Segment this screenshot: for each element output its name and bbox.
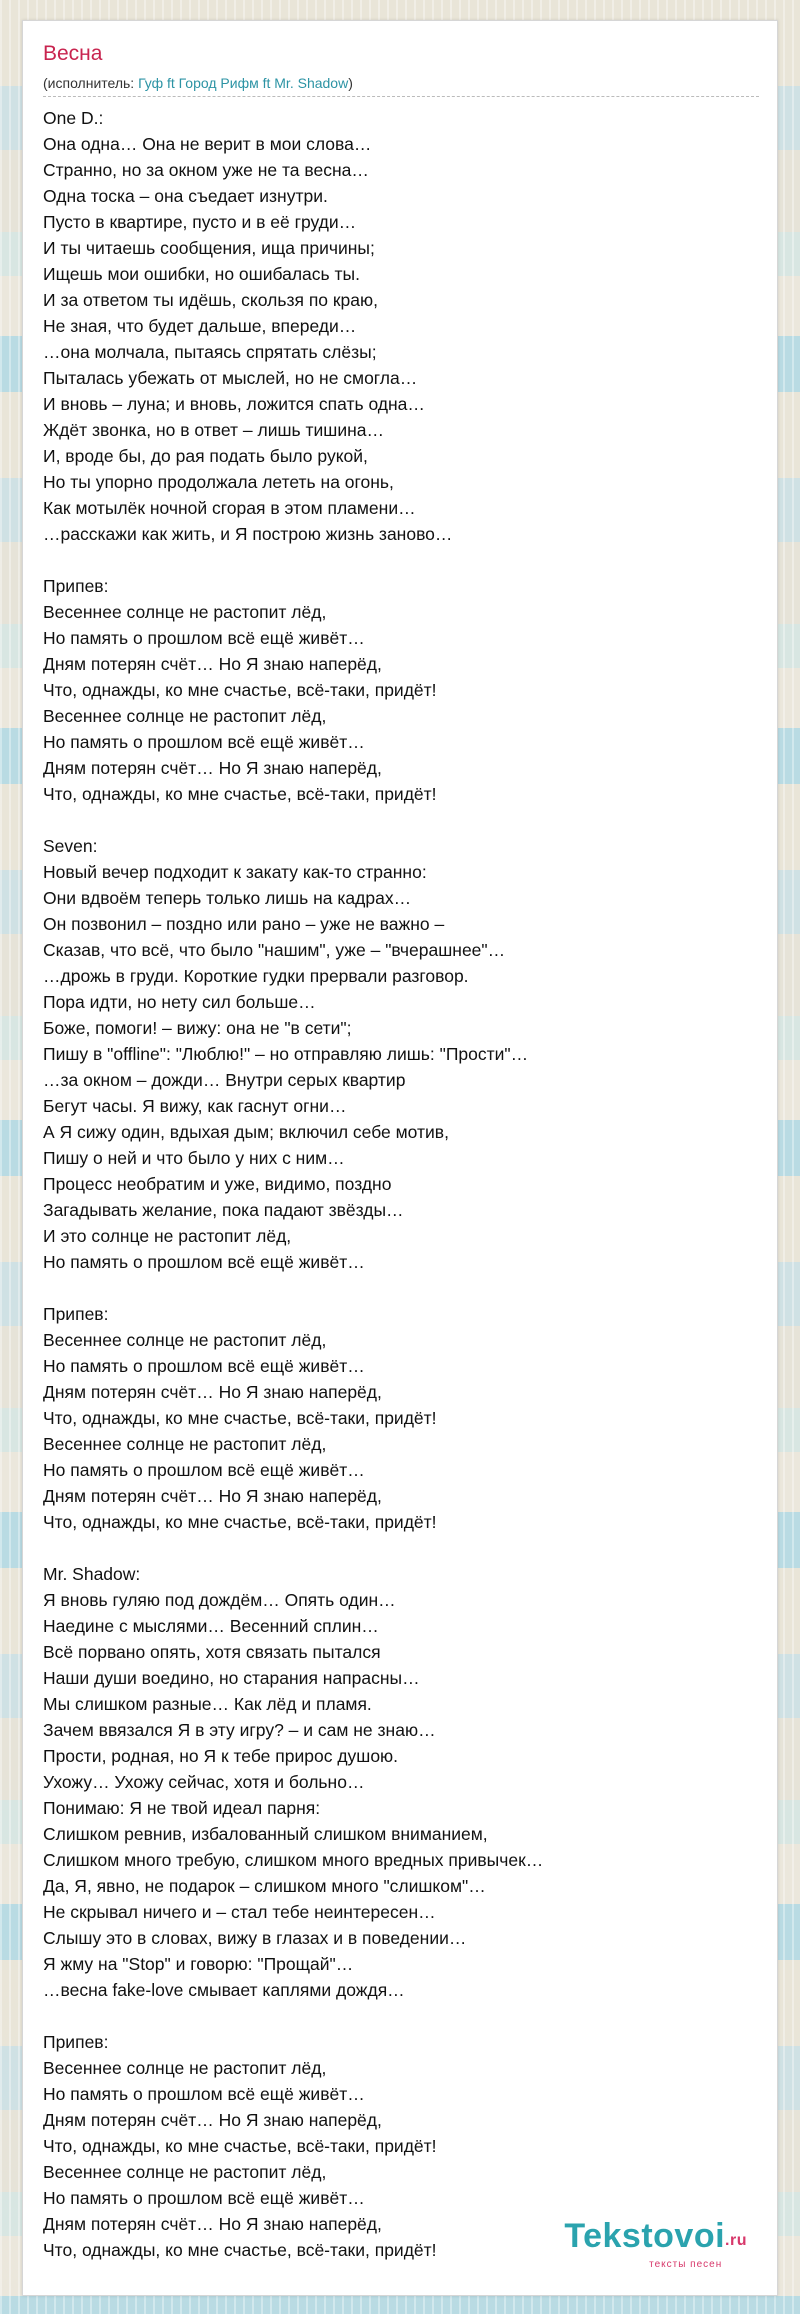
lyric-line: …она молчала, пытаясь спрятать слёзы; bbox=[43, 342, 377, 362]
stanza bbox=[43, 1301, 759, 1535]
lyric-line: Ждёт звонка, но в ответ – лишь тишина… bbox=[43, 420, 385, 440]
lyric-line: Пыталась убежать от мыслей, но не смогла… bbox=[43, 368, 418, 388]
lyric-line: И за ответом ты идёшь, скользя по краю, bbox=[43, 290, 378, 310]
lyric-line: Но память о прошлом всё ещё живёт… bbox=[43, 1460, 365, 1480]
lyric-line: Дням потерян счёт… Но Я знаю наперёд, bbox=[43, 758, 382, 778]
lyric-line: Но память о прошлом всё ещё живёт… bbox=[43, 628, 365, 648]
lyric-line: Он позвонил – поздно или рано – уже не важно – bbox=[43, 914, 445, 934]
lyric-line: Но память о прошлом всё ещё живёт… bbox=[43, 2084, 365, 2104]
lyrics-body bbox=[43, 105, 759, 2263]
lyric-line: …дрожь в груди. Короткие гудки прервали разговор. bbox=[43, 966, 469, 986]
lyric-line: Боже, помоги! – вижу: она не "в сети"; bbox=[43, 1018, 352, 1038]
lyric-line: И, вроде бы, до рая подать было рукой, bbox=[43, 446, 368, 466]
lyric-line: …за окном – дожди… Внутри серых квартир bbox=[43, 1070, 406, 1090]
lyric-line: И вновь – луна; и вновь, ложится спать одна… bbox=[43, 394, 425, 414]
lyric-line: Бегут часы. Я вижу, как гаснут огни… bbox=[43, 1096, 347, 1116]
lyric-line: Ищешь мои ошибки, но ошибалась ты. bbox=[43, 264, 360, 284]
lyric-line: Дням потерян счёт… Но Я знаю наперёд, bbox=[43, 1486, 382, 1506]
song-title: Весна bbox=[43, 42, 103, 65]
lyric-line: Новый вечер подходит к закату как-то странно: bbox=[43, 862, 427, 882]
lyric-line: …расскажи как жить, и Я построю жизнь заново… bbox=[43, 524, 453, 544]
stanza bbox=[43, 573, 759, 807]
lyric-line: Как мотылёк ночной сгорая в этом пламени… bbox=[43, 498, 416, 518]
lyric-line: …весна fake-love смывает каплями дождя… bbox=[43, 1980, 405, 2000]
lyric-line: Весеннее солнце не растопит лёд, bbox=[43, 706, 327, 726]
lyric-line: Не зная, что будет дальше, впереди… bbox=[43, 316, 357, 336]
site-logo[interactable] bbox=[564, 2218, 747, 2271]
stanza bbox=[43, 1561, 759, 2003]
stanza-gap bbox=[43, 807, 759, 833]
logo-domain-suffix: .ru bbox=[725, 2232, 747, 2249]
lyric-line: А Я сижу один, вдыхая дым; включил себе мотив, bbox=[43, 1122, 449, 1142]
lyric-line: Весеннее солнце не растопит лёд, bbox=[43, 602, 327, 622]
lyric-line: Что, однажды, ко мне счастье, всё-таки, придёт! bbox=[43, 1512, 437, 1532]
lyric-line: Но память о прошлом всё ещё живёт… bbox=[43, 732, 365, 752]
lyric-line: Мы слишком разные… Как лёд и пламя. bbox=[43, 1694, 372, 1714]
lyric-line: Пишу о ней и что было у них с ним… bbox=[43, 1148, 345, 1168]
lyric-line: Но память о прошлом всё ещё живёт… bbox=[43, 1356, 365, 1376]
lyric-line: Сказав, что всё, что было "нашим", уже – "вчерашнее"… bbox=[43, 940, 506, 960]
stanza-heading: Припев: bbox=[43, 576, 109, 596]
logo-text bbox=[564, 2218, 747, 2259]
lyric-line: Пусто в квартире, пусто и в её груди… bbox=[43, 212, 357, 232]
lyric-line: Зачем ввязался Я в эту игру? – и сам не знаю… bbox=[43, 1720, 436, 1740]
lyrics-card bbox=[22, 20, 778, 2296]
stanza-heading: Mr. Shadow: bbox=[43, 1564, 141, 1584]
lyric-line: И ты читаешь сообщения, ища причины; bbox=[43, 238, 375, 258]
lyric-line: Дням потерян счёт… Но Я знаю наперёд, bbox=[43, 2214, 382, 2234]
lyric-line: Ухожу… Ухожу сейчас, хотя и больно… bbox=[43, 1772, 365, 1792]
stanza bbox=[43, 833, 759, 1275]
stanza-heading: Припев: bbox=[43, 1304, 109, 1324]
lyric-line: Процесс необратим и уже, видимо, поздно bbox=[43, 1174, 392, 1194]
stanza-gap bbox=[43, 1535, 759, 1561]
lyric-line: Что, однажды, ко мне счастье, всё-таки, придёт! bbox=[43, 2136, 437, 2156]
lyric-line: Я жму на "Stop" и говорю: "Прощай"… bbox=[43, 1954, 354, 1974]
lyric-line: Слишком много требую, слишком много вредных привычек… bbox=[43, 1850, 544, 1870]
lyric-line: Понимаю: Я не твой идеал парня: bbox=[43, 1798, 321, 1818]
lyric-line: Прости, родная, но Я к тебе прирос душою. bbox=[43, 1746, 399, 1766]
artist-line bbox=[43, 73, 759, 97]
lyric-line: Пишу в "offline": "Люблю!" – но отправляю лишь: "Прости"… bbox=[43, 1044, 529, 1064]
stanza-gap bbox=[43, 2003, 759, 2029]
lyric-line: Дням потерян счёт… Но Я знаю наперёд, bbox=[43, 2110, 382, 2130]
stanza-heading: Seven: bbox=[43, 836, 98, 856]
lyric-line: Слишком ревнив, избалованный слишком вниманием, bbox=[43, 1824, 488, 1844]
artist-link[interactable]: Гуф ft Город Рифм ft Mr. Shadow bbox=[138, 75, 349, 91]
lyric-line: Весеннее солнце не растопит лёд, bbox=[43, 2058, 327, 2078]
lyric-line: Дням потерян счёт… Но Я знаю наперёд, bbox=[43, 654, 382, 674]
stanza-gap bbox=[43, 1275, 759, 1301]
lyric-line: Загадывать желание, пока падают звёзды… bbox=[43, 1200, 404, 1220]
logo-tagline: тексты песен bbox=[649, 2259, 723, 2270]
lyric-line: Но память о прошлом всё ещё живёт… bbox=[43, 1252, 365, 1272]
logo-main-text: Tekstovoi bbox=[564, 2217, 726, 2255]
stanza-heading: Припев: bbox=[43, 2032, 109, 2052]
lyric-line: Но ты упорно продолжала лететь на огонь, bbox=[43, 472, 394, 492]
artist-suffix: ) bbox=[348, 75, 353, 91]
stanza-heading: One D.: bbox=[43, 108, 104, 128]
lyric-line: Весеннее солнце не растопит лёд, bbox=[43, 1434, 327, 1454]
lyric-line: Да, Я, явно, не подарок – слишком много "слишком"… bbox=[43, 1876, 486, 1896]
lyric-line: Что, однажды, ко мне счастье, всё-таки, придёт! bbox=[43, 2240, 437, 2260]
lyric-line: Наши души воедино, но старания напрасны… bbox=[43, 1668, 420, 1688]
lyric-line: Всё порвано опять, хотя связать пытался bbox=[43, 1642, 381, 1662]
lyric-line: Что, однажды, ко мне счастье, всё-таки, придёт! bbox=[43, 680, 437, 700]
artist-prefix: (исполнитель: bbox=[43, 75, 139, 91]
lyric-line: Они вдвоём теперь только лишь на кадрах… bbox=[43, 888, 412, 908]
lyric-line: Дням потерян счёт… Но Я знаю наперёд, bbox=[43, 1382, 382, 1402]
lyric-line: Не скрывал ничего и – стал тебе неинтересен… bbox=[43, 1902, 436, 1922]
lyric-line: Она одна… Она не верит в мои слова… bbox=[43, 134, 372, 154]
lyric-line: Весеннее солнце не растопит лёд, bbox=[43, 1330, 327, 1350]
lyric-line: Весеннее солнце не растопит лёд, bbox=[43, 2162, 327, 2182]
lyric-line: И это солнце не растопит лёд, bbox=[43, 1226, 292, 1246]
lyric-line: Пора идти, но нету сил больше… bbox=[43, 992, 316, 1012]
lyric-line: Что, однажды, ко мне счастье, всё-таки, придёт! bbox=[43, 784, 437, 804]
lyric-line: Одна тоска – она съедает изнутри. bbox=[43, 186, 328, 206]
lyric-line: Наедине с мыслями… Весенний сплин… bbox=[43, 1616, 379, 1636]
stanza bbox=[43, 105, 759, 547]
lyric-line: Странно, но за окном уже не та весна… bbox=[43, 160, 369, 180]
lyric-line: Слышу это в словах, вижу в глазах и в поведении… bbox=[43, 1928, 467, 1948]
lyric-line: Что, однажды, ко мне счастье, всё-таки, придёт! bbox=[43, 1408, 437, 1428]
lyric-line: Но память о прошлом всё ещё живёт… bbox=[43, 2188, 365, 2208]
lyric-line: Я вновь гуляю под дождём… Опять один… bbox=[43, 1590, 396, 1610]
stanza-gap bbox=[43, 547, 759, 573]
